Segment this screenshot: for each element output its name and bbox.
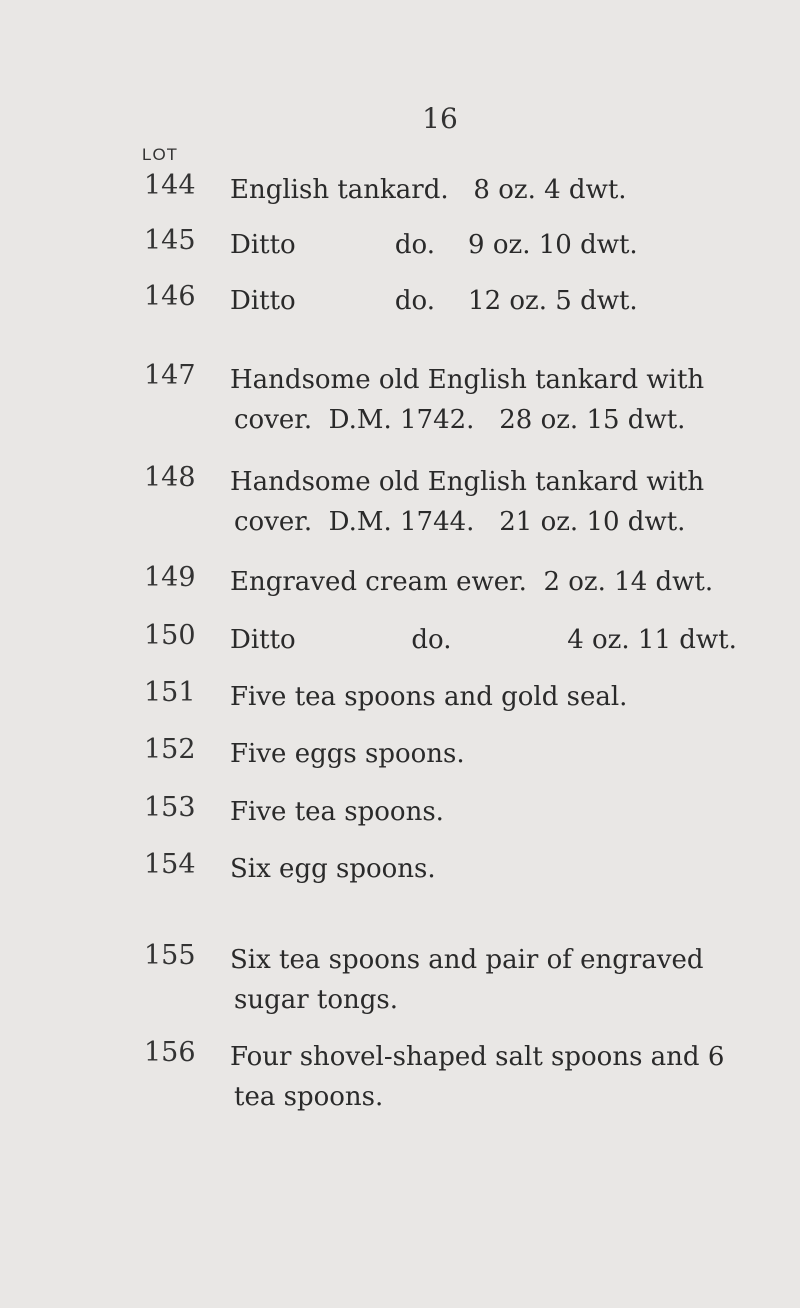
lot-description [230,940,704,1020]
lot-description [230,225,680,265]
lot-description-line: Four shovel-shaped salt spoons and 6 [230,1042,725,1072]
lot-number: 155 [144,940,196,971]
lot-description [230,281,680,321]
lot-description-line: Engraved cream ewer. 2 oz. 14 dwt. [230,567,714,597]
lot-description [230,677,680,717]
lot-description-line: Five tea spoons and gold seal. [230,682,628,712]
lot-number: 151 [144,677,196,708]
lot-description-line: Six egg spoons. [230,854,436,884]
lot-description-line: Handsome old English tankard with [230,365,705,395]
lot-description-line: English tankard. 8 oz. 4 dwt. [230,175,627,205]
lot-description-line: tea spoons. [234,1082,384,1112]
lot-description [230,562,714,602]
lot-number: 147 [144,360,196,391]
lot-description-line: Ditto do. 12 oz. 5 dwt. [230,286,638,316]
page-number: 16 [422,102,458,135]
lot-description-line: Five eggs spoons. [230,739,465,769]
lot-description [230,792,680,832]
lot-number: 153 [144,792,196,823]
lot-number: 149 [144,562,196,593]
lot-description-line: Six tea spoons and pair of engraved [230,945,704,975]
lot-number: 150 [144,620,196,651]
lot-description-line: Ditto do. 4 oz. 11 dwt. [230,625,737,655]
lot-description-line: Five tea spoons. [230,797,444,827]
lot-description-line: cover. D.M. 1744. 21 oz. 10 dwt. [234,507,686,537]
lot-number: 148 [144,462,196,493]
lot-number: 144 [144,170,196,201]
lot-description [230,1037,725,1117]
lot-number: 154 [144,849,196,880]
lot-description [230,849,680,889]
lot-description-line: Ditto do. 9 oz. 10 dwt. [230,230,638,260]
lot-number: 146 [144,281,196,312]
lot-description [230,462,705,542]
lot-description-line: Handsome old English tankard with [230,467,705,497]
lot-description-line: sugar tongs. [234,985,399,1015]
lot-description [230,734,680,774]
lot-number: 152 [144,734,196,765]
lot-description [230,620,737,660]
lot-description-line: cover. D.M. 1742. 28 oz. 15 dwt. [234,405,686,435]
lot-column-header: LOT [142,145,179,164]
lot-number: 145 [144,225,196,256]
lot-number: 156 [144,1037,196,1068]
lot-description [230,360,705,440]
lot-description [230,170,680,210]
